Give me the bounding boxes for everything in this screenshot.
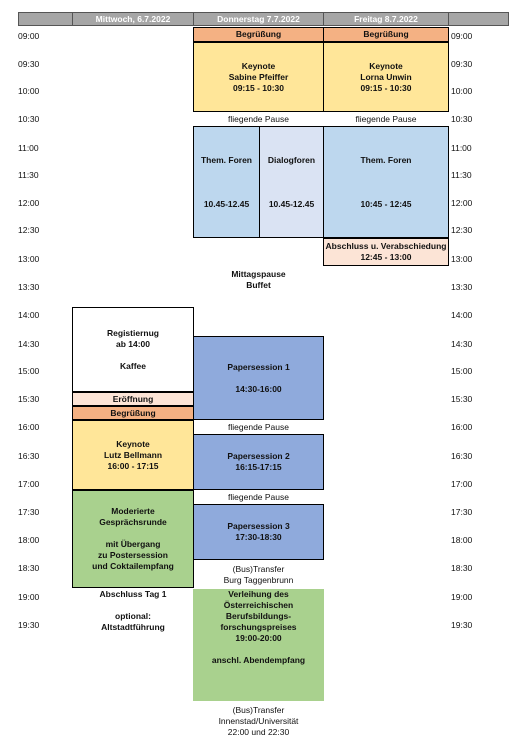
block-line: Österreichischen	[223, 600, 294, 610]
block-line: 22:00 und 22:30	[227, 726, 290, 737]
thu-fliegende-pause-2	[193, 420, 324, 434]
block-line: Lorna Unwin	[360, 71, 412, 82]
block-line: optional:	[115, 611, 151, 621]
block-line: 10.45-12.45	[203, 198, 250, 209]
header-right-corner	[448, 12, 509, 26]
time-label: 13:00	[451, 254, 473, 264]
block-line: 19:00-20:00	[235, 633, 282, 643]
block-line: Gesprächsrunde	[99, 517, 167, 527]
time-label: 09:00	[451, 31, 473, 41]
block-line: 14:30-16:00	[235, 383, 282, 394]
block-line: 16:15-17:15	[235, 462, 282, 472]
wed-gespraechsrunde	[72, 490, 194, 588]
time-label: 09:30	[18, 59, 40, 69]
time-label: 13:30	[451, 282, 473, 292]
block-line: Burg Taggenbrunn	[223, 575, 294, 585]
block-line: Kaffee	[120, 360, 146, 371]
block-line	[132, 528, 134, 539]
block-line: fliegende Pause	[228, 421, 289, 432]
time-label: 13:00	[18, 254, 40, 264]
block-line: und Coktailempfang	[92, 561, 174, 571]
block-line	[385, 177, 387, 188]
block-line: 17:30-18:30	[235, 532, 282, 542]
block-line: Keynote	[369, 60, 403, 71]
block-line	[290, 188, 292, 199]
block-line: Keynote	[116, 438, 150, 449]
thu-keynote	[193, 42, 324, 112]
time-label: 15:00	[18, 366, 40, 376]
time-label: 19:30	[18, 620, 40, 630]
time-label: 12:30	[451, 225, 473, 235]
time-label: 19:30	[451, 620, 473, 630]
block-line	[225, 188, 227, 199]
time-label: 10:30	[18, 114, 40, 124]
thu-fliegende-pause-1	[193, 112, 324, 126]
block-line: Keynote	[241, 60, 276, 71]
time-label: 16:00	[18, 422, 40, 432]
time-label: 11:30	[451, 170, 472, 180]
time-label: 15:30	[18, 394, 40, 404]
block-line: Altstadtführung	[101, 622, 165, 632]
block-line: Lutz Bellmann	[103, 449, 163, 460]
block-line: 12:45 - 13:00	[360, 252, 412, 262]
block-line: Begrüßung	[235, 29, 282, 39]
block-line: Begrüßung	[363, 29, 409, 39]
time-label: 15:30	[451, 394, 473, 404]
time-label: 14:30	[451, 339, 473, 349]
header-wednesday: Mittwoch, 6.7.2022	[72, 12, 194, 26]
time-label: 17:30	[451, 507, 473, 517]
time-label: 19:00	[451, 592, 473, 602]
fri-begruessung	[323, 27, 449, 42]
time-label: 17:30	[18, 507, 40, 517]
time-label: 12:00	[18, 198, 40, 208]
thu-verleihung	[193, 589, 324, 701]
block-line: ab 14:00	[115, 338, 151, 349]
time-label: 09:30	[451, 59, 473, 69]
thu-papersession-1	[193, 336, 324, 420]
block-line: 10.45-12.45	[268, 198, 315, 209]
time-label: 10:00	[18, 86, 40, 96]
time-label: 14:00	[451, 310, 473, 320]
block-line: Innenstad/Universität	[218, 715, 299, 726]
time-label: 19:00	[18, 592, 40, 602]
block-line: Verleihung des	[228, 589, 289, 599]
time-label: 10:30	[451, 114, 473, 124]
time-label: 16:30	[451, 451, 473, 461]
block-line: Abschluss Tag 1	[99, 589, 167, 599]
time-label: 16:00	[451, 422, 473, 432]
header-friday: Freitag 8.7.2022	[323, 12, 449, 26]
fri-abschluss	[323, 238, 449, 266]
time-label: 17:00	[18, 479, 40, 489]
block-line: Them. Foren	[360, 154, 412, 165]
block-line	[257, 373, 259, 384]
thu-begruessung	[193, 27, 324, 42]
time-label: 15:00	[451, 366, 473, 376]
time-label: 18:30	[18, 563, 40, 573]
block-line: Abschluss u. Verabschiedung	[325, 241, 447, 251]
time-label: 12:30	[18, 225, 40, 235]
time-label: 11:00	[451, 143, 472, 153]
time-label: 18:00	[18, 535, 40, 545]
time-label: 18:00	[451, 535, 473, 545]
time-label: 11:30	[18, 170, 39, 180]
time-label: 14:30	[18, 339, 40, 349]
time-label: 17:00	[451, 479, 473, 489]
block-line: fliegende Pause	[228, 491, 289, 502]
block-line: zu Postersession	[98, 550, 168, 560]
block-line	[225, 166, 227, 177]
block-line	[385, 166, 387, 177]
time-label: 18:30	[451, 563, 473, 573]
block-line: Papersession 1	[227, 361, 290, 372]
block-line: anschl. Abendempfang	[211, 655, 306, 665]
block-line: Mittagspause	[231, 269, 286, 279]
block-line: Buffet	[246, 280, 271, 290]
time-label: 16:30	[18, 451, 40, 461]
block-line: (Bus)Transfer	[232, 564, 285, 574]
time-label: 09:00	[18, 31, 40, 41]
wed-registrierung	[72, 307, 194, 392]
block-line	[225, 177, 227, 188]
wed-begruessung	[72, 406, 194, 420]
fri-keynote	[323, 42, 449, 112]
block-line: 10:45 - 12:45	[360, 198, 412, 209]
thu-bus-transfer-2	[193, 700, 324, 742]
wed-abschluss-tag-1	[72, 589, 194, 645]
block-line	[385, 188, 387, 199]
block-line: 16:00 - 17:15	[107, 460, 159, 471]
header-corner	[18, 12, 73, 26]
thu-mittagspause	[193, 266, 324, 294]
thu-them-foren	[193, 126, 260, 238]
block-line: Sabine Pfeiffer	[228, 71, 289, 82]
thu-papersession-3	[193, 504, 324, 560]
thu-papersession-2	[193, 434, 324, 490]
block-line: fliegende Pause	[228, 113, 289, 124]
fri-them-foren	[323, 126, 449, 238]
block-line: Berufsbildungs-	[225, 611, 292, 621]
wed-eroeffnung	[72, 392, 194, 406]
block-line: (Bus)Transfer	[232, 704, 285, 715]
block-line	[290, 166, 292, 177]
block-line: Begrüßung	[110, 407, 156, 418]
block-line	[257, 644, 259, 655]
wed-keynote	[72, 420, 194, 490]
thu-dialogforen	[259, 126, 324, 238]
header-thursday: Donnerstag 7.7.2022	[193, 12, 324, 26]
block-line: Papersession 3	[227, 521, 290, 531]
block-line: Papersession 2	[227, 451, 290, 461]
time-label: 10:00	[451, 86, 473, 96]
block-line: fliegende Pause	[355, 113, 417, 124]
thu-bus-transfer-1	[193, 561, 324, 589]
thu-fliegende-pause-3	[193, 490, 324, 504]
fri-fliegende-pause	[323, 112, 449, 126]
block-line: 09:15 - 10:30	[232, 82, 285, 93]
block-line	[290, 177, 292, 188]
block-line: forschungspreises	[220, 622, 297, 632]
time-label: 13:30	[18, 282, 40, 292]
time-label: 12:00	[451, 198, 473, 208]
block-line: Moderierte	[111, 506, 155, 516]
block-line: 09:15 - 10:30	[360, 82, 412, 93]
block-line: Dialogforen	[267, 154, 316, 165]
block-line: Registiernug	[107, 327, 159, 338]
time-label: 11:00	[18, 143, 39, 153]
block-line	[132, 600, 134, 611]
block-line	[132, 350, 134, 361]
time-label: 14:00	[18, 310, 40, 320]
block-line: Eröffnung	[112, 393, 154, 404]
block-line: mit Übergang	[105, 539, 161, 549]
block-line: Them. Foren	[200, 154, 252, 165]
